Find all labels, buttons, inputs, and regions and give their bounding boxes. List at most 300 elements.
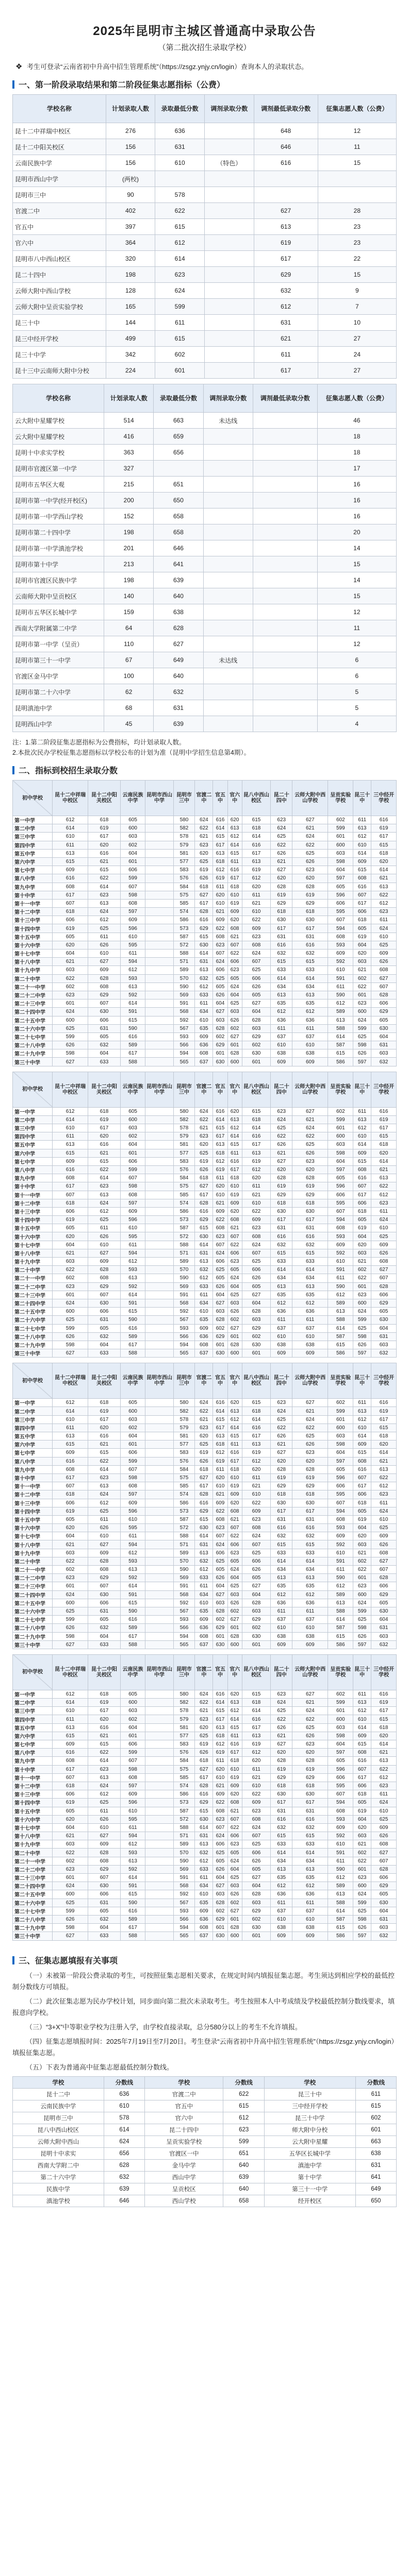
score-cell: 588 [120,1932,145,1940]
table-row [13,1465,397,1473]
cell [204,123,254,139]
score-cell: 608 [242,1232,271,1241]
column-header: 分数线 [223,2076,264,2088]
score-cell: 591 [173,1874,195,1882]
score-cell: 627 [242,999,271,1008]
score-cell: 632 [195,1849,213,1857]
column-header: 学校 [13,2076,104,2088]
score-cell: 618 [53,1199,88,1207]
table-row [13,1016,397,1024]
score-cell: 616 [271,1524,292,1532]
score-cell: 626 [213,1574,227,1582]
score-cell [145,1324,173,1332]
cell: 156 [106,155,155,171]
score-cell: 621 [353,1549,371,1557]
score-cell: 578 [173,1707,195,1715]
score-cell: 611 [213,1757,227,1765]
score-cell: 597 [353,1349,371,1358]
table-row [13,461,397,477]
cell: 9 [318,283,396,299]
score-cell: 612 [242,1457,271,1465]
score-cell: 609 [120,916,145,924]
column-header: 分数线 [104,2076,144,2088]
score-cell [145,1258,173,1266]
score-cell: 626 [242,1274,271,1282]
score-cell: 615 [292,1249,328,1257]
score-cell: 588 [173,1241,195,1249]
cell [203,604,253,620]
cell [318,171,396,187]
score-cell: 622 [353,1274,371,1282]
score-cell: 609 [53,1740,88,1749]
score-cell: 628 [292,1757,328,1765]
score-cell: 595 [120,1815,145,1823]
score-cell: 623 [353,1874,371,1882]
middle-school-name: 第九中学 [13,1757,53,1765]
score-cell: 588 [120,1640,145,1649]
cell: 646 [104,2195,144,2207]
score-cell: 628 [371,1282,397,1291]
school-name: 昆明市第一中学西山学校 [13,509,104,524]
score-cell: 629 [195,1507,213,1515]
score-cell: 614 [292,1266,328,1274]
score-cell: 615 [227,849,242,857]
score-cell: 613 [292,1865,328,1873]
cell: 611 [155,315,205,331]
score-cell: 630 [88,1299,120,1307]
score-cell: 612 [328,999,353,1008]
score-cell: 618 [227,883,242,891]
score-cell [145,1115,173,1124]
cell: 三中经开学校 [264,2100,355,2112]
score-cell: 613 [120,1566,145,1574]
score-cell: 605 [242,1282,271,1291]
cell: 663 [355,2136,396,2147]
score-cell: 630 [213,1058,227,1066]
score-cell: 633 [88,1058,120,1066]
score-cell: 617 [242,1723,271,1732]
score-cell: 616 [120,1324,145,1332]
score-cell: 607 [353,1182,371,1191]
school-name: 昆明市五华区大观 [13,477,104,493]
school-name: 昆明市八中西山校区 [13,251,106,267]
score-cell: 619 [353,933,371,941]
score-cell: 602 [213,1907,227,1915]
score-cell: 600 [53,1016,88,1024]
score-cell: 623 [227,1840,242,1849]
middle-school-name: 第三十中学 [13,1058,53,1066]
score-cell: 589 [328,1882,353,1890]
score-cell: 628 [271,1174,292,1182]
middle-school-name: 第十中学 [13,1473,53,1482]
score-cell [145,982,173,991]
header-row [13,1654,397,1690]
score-cell: 635 [292,1874,328,1882]
column-header: 云师大附中西山学校 [292,1363,328,1399]
score-cell: 579 [173,1132,195,1141]
score-cell: 609 [53,1449,88,1457]
table-row [13,1149,397,1157]
score-cell: 630 [88,1008,120,1016]
score-cell: 621 [195,1415,213,1423]
middle-school-name: 第二十七中学 [13,1032,53,1041]
score-cell: 610 [227,1182,242,1191]
middle-school-name: 第二十一中学 [13,1857,53,1865]
score-cell: 627 [195,1765,213,1773]
score-cell: 615 [242,1690,271,1698]
score-cell: 618 [242,1407,271,1415]
score-cell: 566 [173,1332,195,1341]
middle-school-name: 第十五中学 [13,933,53,941]
table-row [13,950,397,958]
score-cell: 613 [271,1282,292,1291]
score-cell: 635 [195,1024,213,1032]
score-cell: 592 [173,1308,195,1316]
cell [203,620,253,636]
score-cell: 608 [328,933,353,941]
score-cell: 606 [371,1582,397,1590]
score-cell: 607 [328,1790,353,1799]
score-cell: 596 [328,1182,353,1191]
score-cell: 612 [53,816,88,824]
score-cell: 629 [213,1915,227,1923]
column-header: 昆十二中祥瑞中校区 [53,1654,88,1690]
score-cell: 624 [227,1566,242,1574]
column-header: 初中学校 [13,1072,53,1107]
score-cell: 620 [271,1165,292,1174]
score-cell: 613 [195,1258,213,1266]
cell: 616 [254,155,318,171]
page-subtitle: （第二批次招生录取学校） [158,43,251,52]
score-cell: 619 [213,874,227,883]
school-name: 昆明市官渡区第一中学 [13,461,104,477]
score-cell: 607 [213,1532,227,1540]
cell [253,413,317,429]
score-cell: 610 [195,1016,213,1024]
score-cell: 623 [53,1574,88,1582]
score-cell: 621 [353,966,371,974]
score-cell: 606 [213,1840,227,1849]
table-row [13,941,397,949]
school-name: 官渡区金马中学 [13,668,104,684]
score-cell: 619 [227,899,242,907]
cell: 656 [104,2147,144,2159]
column-header: 初中学校 [13,781,53,816]
score-cell: 615 [213,1415,227,1423]
score-cell: 622 [195,1699,213,1707]
cell: 617 [254,363,318,379]
score-cell: 627 [371,1557,397,1565]
note-line: 注：1.第二阶段征集志愿指标为公费指标，均计划录取人数。 [12,739,186,746]
score-cell: 579 [173,1715,195,1723]
score-cell: 638 [292,1632,328,1640]
score-cell: 621 [371,1457,397,1465]
score-cell: 611 [353,816,371,824]
score-cell: 565 [173,1349,195,1358]
score-cell: 615 [353,1740,371,1749]
score-cell: 620 [227,1399,242,1407]
score-cell: 613 [227,1115,242,1124]
score-cell: 612 [88,916,120,924]
score-cell: 614 [271,974,292,982]
cell: 23 [318,235,396,251]
middle-school-name: 第八中学 [13,1749,53,1757]
table-row [13,347,397,363]
score-cell: 589 [173,1258,195,1266]
score-cell: 623 [242,933,271,941]
cell: 639 [223,2171,264,2183]
score-cell: 616 [242,1423,271,1432]
score-cell: 607 [53,899,88,907]
table-row [13,1473,397,1482]
score-cell: 637 [271,1324,292,1332]
score-cell: 619 [195,1740,213,1749]
cell [203,524,253,540]
score-cell: 617 [227,874,242,883]
score-cell: 635 [271,1874,292,1882]
score-cell [145,1890,173,1899]
score-cell: 619 [195,1449,213,1457]
score-cell: 577 [173,857,195,866]
middle-school-name: 第二十六中学 [13,1316,53,1324]
table-row [13,1274,397,1282]
middle-school-name: 第二十三中学 [13,1291,53,1299]
score-cell: 629 [292,1191,328,1199]
column-header: 呈贡实验学校 [328,1363,353,1399]
score-cell: 573 [173,924,195,933]
score-cell: 630 [242,1341,271,1349]
score-cell: 617 [227,1749,242,1757]
column-header: 云南民族中学 [120,781,145,816]
score-cell: 608 [371,1258,397,1266]
score-cell: 628 [292,1174,328,1182]
score-cell: 609 [328,1823,353,1832]
column-header: 学校 [145,2076,223,2088]
score-cell: 608 [213,933,227,941]
cell: 100 [104,668,154,684]
score-cell: 615 [353,866,371,874]
score-cell: 588 [173,950,195,958]
score-cell: 589 [173,1549,195,1557]
score-cell: 608 [353,1457,371,1465]
score-cell: 612 [242,1165,271,1174]
score-cell: 600 [227,1058,242,1066]
score-cell: 616 [53,1457,88,1465]
score-cell: 625 [195,1732,213,1740]
score-cell: 593 [173,1907,195,1915]
table-row [13,1757,397,1765]
score-cell: 632 [371,1640,397,1649]
score-cell [145,1440,173,1449]
cell: 第十中学 [264,2171,355,2183]
cell: 213 [104,556,154,572]
score-cell: 611 [88,1807,120,1815]
school-name: 昆明市第三十一中学 [13,652,104,668]
score-cell: 628 [242,1890,271,1899]
score-cell: 565 [173,1058,195,1066]
score-cell: 624 [271,1115,292,1124]
score-cell: 632 [271,1823,292,1832]
score-cell: 604 [353,1524,371,1532]
score-cell: 622 [88,1749,120,1757]
score-cell: 608 [227,1507,242,1515]
score-cell: 613 [88,1773,120,1782]
score-cell: 622 [271,1132,292,1141]
score-cell [145,1582,173,1590]
score-cell [145,1266,173,1274]
score-cell: 601 [120,1732,145,1740]
score-cell: 626 [271,1141,292,1149]
table-row [13,908,397,916]
score-cell: 603 [120,833,145,841]
score-cell: 611 [213,1465,227,1473]
column-header: 云南民族中学 [120,1072,145,1107]
score-cell: 607 [120,1174,145,1182]
column-header: 昆三十中 [353,1072,371,1107]
score-cell: 567 [173,1024,195,1032]
score-cell: 615 [53,1440,88,1449]
score-cell: 627 [292,816,328,824]
cell: 17 [317,461,396,477]
score-cell: 610 [242,1490,271,1499]
score-cell [145,1282,173,1291]
score-cell: 627 [271,866,292,874]
score-cell: 612 [353,1415,371,1423]
cell: 615 [223,2100,264,2112]
column-header: 昆十二中祥瑞中校区 [53,781,88,816]
score-cell: 612 [53,1399,88,1407]
cell: 10 [318,315,396,331]
score-cell: 617 [353,1773,371,1782]
school-name: 云南师大附中呈贡校区 [13,588,104,604]
score-cell [145,1049,173,1058]
score-cell: 625 [242,1258,271,1266]
table-row [13,1773,397,1782]
table-row [13,1566,397,1574]
score-cell: 612 [227,833,242,841]
score-cell: 580 [173,1399,195,1407]
middle-school-name: 第五中学 [13,1723,53,1732]
score-cell: 583 [173,1449,195,1457]
score-cell: 637 [195,1058,213,1066]
score-cell: 592 [173,1599,195,1607]
score-cell: 594 [328,1216,353,1224]
score-cell: 613 [371,1757,397,1765]
score-cell: 608 [88,1566,120,1574]
score-cell: 614 [353,1432,371,1440]
score-cell: 611 [292,1607,328,1615]
score-cell: 617 [88,833,120,841]
cell [253,556,317,572]
score-cell [145,1182,173,1191]
score-cell: 605 [53,1515,88,1523]
score-cell: 614 [53,1115,88,1124]
score-cell: 630 [271,1207,292,1215]
score-cell: 610 [353,1132,371,1141]
score-cell: 598 [120,1765,145,1773]
score-cell: 612 [120,1258,145,1266]
score-cell [145,1849,173,1857]
score-cell: 571 [173,1832,195,1840]
score-cell: 621 [53,958,88,966]
score-cell: 630 [371,1316,397,1324]
score-cell: 633 [271,1840,292,1849]
score-cell: 605 [120,1107,145,1115]
score-cell: 605 [213,1566,227,1574]
cell: 601 [155,363,205,379]
score-cell: 615 [213,833,227,841]
score-cell: 633 [88,1640,120,1649]
score-cell: 625 [195,1440,213,1449]
cell: 28 [318,203,396,219]
score-cell: 607 [227,1232,242,1241]
cell: 650 [355,2195,396,2207]
middle-school-name: 第三十中学 [13,1640,53,1649]
score-cell: 599 [328,1699,353,1707]
score-cell: 604 [213,1874,227,1882]
cell: 昆二十四中 [145,2124,223,2136]
score-cell: 585 [173,899,195,907]
score-cell: 624 [53,1590,88,1599]
table-row [13,716,397,732]
score-cell [145,1507,173,1515]
score-cell: 605 [353,1799,371,1807]
section-bar-icon [12,766,14,774]
score-cell: 619 [53,1507,88,1515]
school-name: 昆明市第一中学(经开校区) [13,493,104,509]
table-row [13,1507,397,1515]
score-cell: 628 [271,1465,292,1473]
score-cell: 587 [173,933,195,941]
table-row [13,1407,397,1415]
score-cell: 625 [353,1907,371,1915]
table-row [13,1632,397,1640]
score-cell: 629 [88,991,120,999]
score-cell: 604 [227,1574,242,1582]
score-cell: 600 [227,1640,242,1649]
score-cell: 612 [292,1008,328,1016]
score-cell [145,1773,173,1782]
score-cell: 623 [195,1423,213,1432]
score-cell: 625 [271,1415,292,1423]
table-row [13,524,397,540]
score-cell: 621 [195,833,213,841]
middle-school-name: 第二十四中学 [13,1882,53,1890]
score-cell: 605 [120,816,145,824]
cell: 640 [154,588,203,604]
score-cell: 632 [271,1532,292,1540]
score-cell: 609 [292,1349,328,1358]
score-cell: 615 [271,1832,292,1840]
table-row [13,1799,397,1807]
score-cell: 615 [328,1632,353,1640]
score-cell [145,924,173,933]
score-cell: 583 [173,1157,195,1165]
table-row [13,1308,397,1316]
score-cell: 608 [227,1216,242,1224]
score-cell: 608 [88,1857,120,1865]
score-cell: 598 [353,1332,371,1341]
middle-school-name: 第二十八中学 [13,1332,53,1341]
table-row [13,1182,397,1191]
cell [253,588,317,604]
score-cell: 604 [353,1815,371,1823]
score-cell: 624 [213,1249,227,1257]
note-line: 2.本批次民办学校征集志愿指标以学校公布的计划为准（昆明中学招生信息第4期）。 [12,749,251,756]
middle-school-name: 第十四中学 [13,1216,53,1224]
score-cell: 604 [213,999,227,1008]
notes [12,737,397,758]
